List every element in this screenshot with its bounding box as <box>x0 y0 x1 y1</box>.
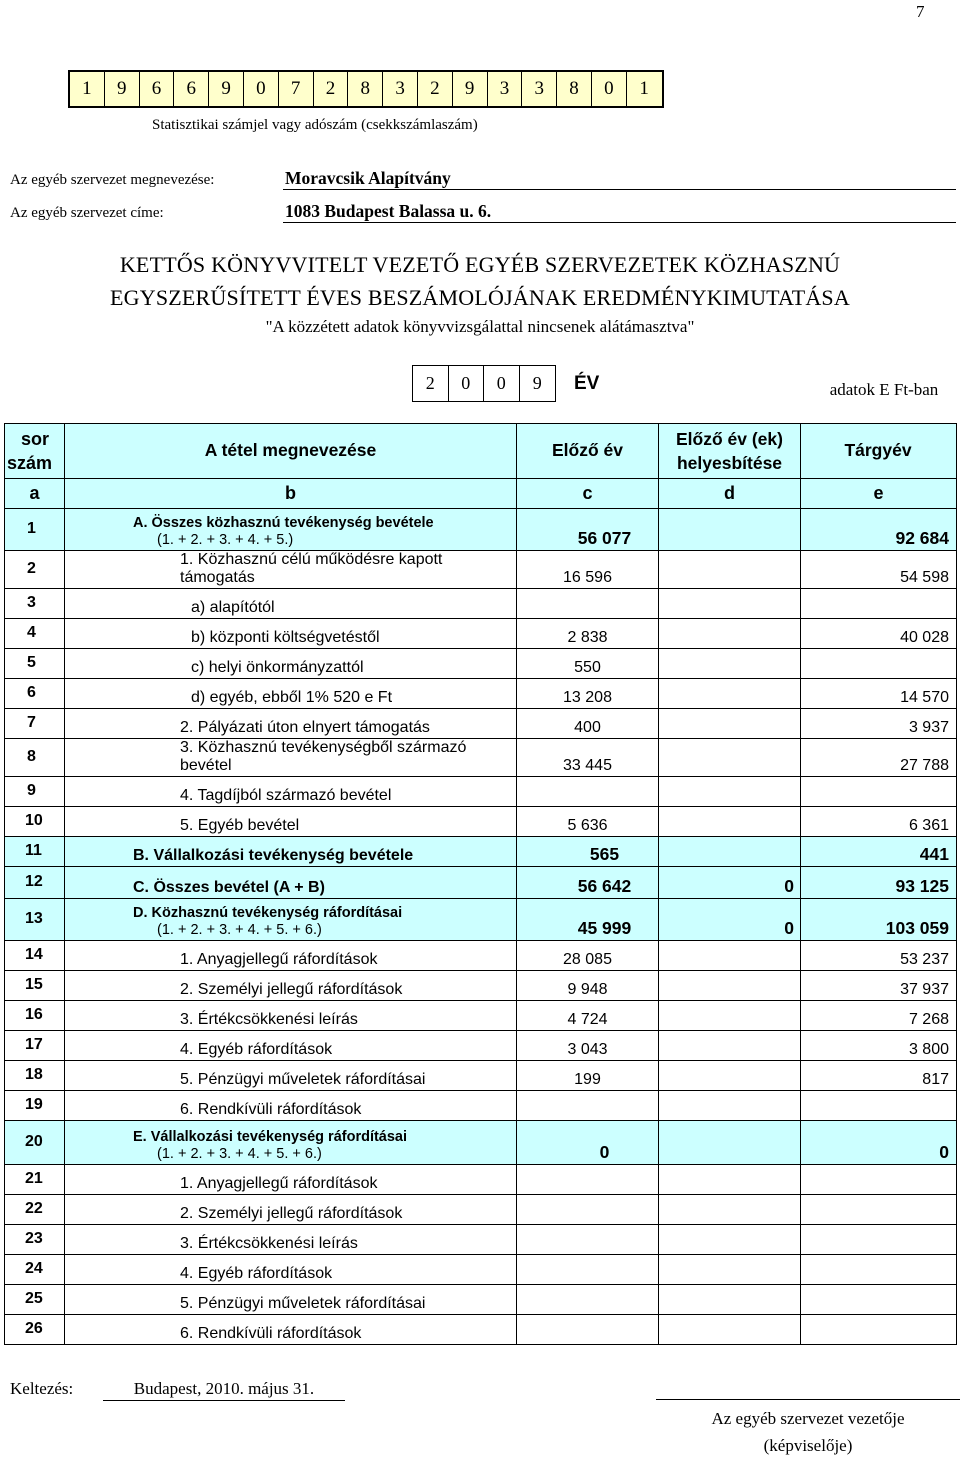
row-number: 15 <box>5 971 65 1001</box>
correction-value <box>659 837 801 867</box>
correction-value <box>659 1091 801 1121</box>
row-number: 2 <box>5 551 65 589</box>
org-name-value: Moravcsik Alapítvány <box>283 168 956 190</box>
previous-year-value <box>517 1165 659 1195</box>
previous-year-value: 199 <box>517 1061 659 1091</box>
table-row <box>5 777 957 807</box>
row-number: 17 <box>5 1031 65 1061</box>
previous-year-value: 0 <box>517 1121 659 1165</box>
row-number: 10 <box>5 807 65 837</box>
year-digit: 0 <box>449 366 485 401</box>
page-number: 7 <box>916 2 925 21</box>
previous-year-value <box>517 1225 659 1255</box>
correction-value <box>659 619 801 649</box>
current-year-value: 53 237 <box>801 941 957 971</box>
tax-id-digit: 0 <box>244 72 279 106</box>
header-current-year: Tárgyév <box>801 424 957 479</box>
row-label: 4. Egyéb ráfordítások <box>65 1031 517 1061</box>
current-year-value: 3 937 <box>801 709 957 739</box>
report-title-line1: KETTŐS KÖNYVVITELT VEZETŐ EGYÉB SZERVEZETEK KÖZHASZNÚ <box>119 252 841 277</box>
table-row <box>5 1315 957 1345</box>
tax-id-digit: 9 <box>209 72 244 106</box>
header-row-number-line1: sor <box>21 428 50 449</box>
correction-value <box>659 1315 801 1345</box>
table-row <box>5 807 957 837</box>
org-name-label: Az egyéb szervezet megnevezése: <box>10 172 215 188</box>
previous-year-value: 28 085 <box>517 941 659 971</box>
correction-value <box>659 971 801 1001</box>
current-year-value <box>801 1091 957 1121</box>
correction-value <box>659 1165 801 1195</box>
correction-value <box>659 649 801 679</box>
previous-year-value: 56 077 <box>517 509 659 551</box>
row-label: 1. Anyagjellegű ráfordítások <box>65 941 517 971</box>
org-address-label: Az egyéb szervezet címe: <box>10 205 164 221</box>
previous-year-value: 2 838 <box>517 619 659 649</box>
previous-year-value <box>517 1195 659 1225</box>
tax-id-digit: 9 <box>453 72 488 106</box>
previous-year-value <box>517 1315 659 1345</box>
previous-year-value: 400 <box>517 709 659 739</box>
table-row <box>5 1091 957 1121</box>
current-year-value: 93 125 <box>801 867 957 899</box>
tax-id-digit: 3 <box>488 72 523 106</box>
tax-id-digit: 8 <box>348 72 383 106</box>
table-row <box>5 971 957 1001</box>
column-letter-c: c <box>517 479 659 509</box>
current-year-value: 817 <box>801 1061 957 1091</box>
report-subtitle: "A közzétett adatok könyvvizsgálattal nincsenek alátámasztva" <box>265 317 695 336</box>
row-label: c) helyi önkormányzattól <box>65 649 517 679</box>
date-label: Keltezés: <box>10 1379 74 1398</box>
row-number: 13 <box>5 899 65 941</box>
row-label: 1. Közhasznú célú működésre kapott támogatás <box>65 551 517 589</box>
correction-value <box>659 941 801 971</box>
correction-value <box>659 739 801 777</box>
row-number: 23 <box>5 1225 65 1255</box>
signature-line <box>656 1399 960 1400</box>
correction-value <box>659 1121 801 1165</box>
tax-id-digit: 6 <box>174 72 209 106</box>
tax-id-digit: 1 <box>70 72 105 106</box>
correction-value <box>659 679 801 709</box>
current-year-value <box>801 1165 957 1195</box>
table-row <box>5 1195 957 1225</box>
previous-year-value <box>517 1255 659 1285</box>
table-row <box>5 649 957 679</box>
year-digit: 2 <box>413 366 449 401</box>
table-column-letters-row <box>5 479 957 509</box>
previous-year-value: 9 948 <box>517 971 659 1001</box>
previous-year-value: 45 999 <box>517 899 659 941</box>
previous-year-value: 5 636 <box>517 807 659 837</box>
signature-label-line2: (képviselője) <box>763 1436 853 1455</box>
tax-id-digit: 2 <box>314 72 349 106</box>
previous-year-value: 3 043 <box>517 1031 659 1061</box>
row-number: 26 <box>5 1315 65 1345</box>
table-row <box>5 679 957 709</box>
correction-value <box>659 509 801 551</box>
table-row <box>5 551 957 589</box>
header-correction-line2: helyesbítése <box>676 452 783 473</box>
table-row <box>5 899 957 941</box>
table-row <box>5 619 957 649</box>
previous-year-value <box>517 1285 659 1315</box>
column-letter-b: b <box>65 479 517 509</box>
year-label: ÉV <box>574 373 600 394</box>
column-letter-a: a <box>5 479 65 509</box>
correction-value <box>659 807 801 837</box>
row-label <box>65 1121 517 1165</box>
row-label: 3. Közhasznú tevékenységből származó bevétel <box>65 739 517 777</box>
header-row-number-line2: szám <box>7 452 53 473</box>
correction-value: 0 <box>659 899 801 941</box>
table-row <box>5 867 957 899</box>
row-label: C. Összes bevétel (A + B) <box>65 867 517 899</box>
row-number: 21 <box>5 1165 65 1195</box>
current-year-value <box>801 1315 957 1345</box>
current-year-value <box>801 649 957 679</box>
header-row-number <box>5 424 65 479</box>
previous-year-value <box>517 1091 659 1121</box>
current-year-value <box>801 1285 957 1315</box>
year-digit-boxes <box>412 365 556 402</box>
table-row <box>5 509 957 551</box>
table-row <box>5 1061 957 1091</box>
current-year-value: 92 684 <box>801 509 957 551</box>
current-year-value: 40 028 <box>801 619 957 649</box>
row-number: 16 <box>5 1001 65 1031</box>
tax-id-digit: 3 <box>522 72 557 106</box>
tax-id-digit: 9 <box>105 72 140 106</box>
current-year-value <box>801 589 957 619</box>
row-label: 4. Tagdíjból származó bevétel <box>65 777 517 807</box>
current-year-value <box>801 1195 957 1225</box>
table-row <box>5 837 957 867</box>
previous-year-value: 16 596 <box>517 551 659 589</box>
correction-value <box>659 1285 801 1315</box>
row-label: 3. Értékcsökkenési leírás <box>65 1225 517 1255</box>
table-row <box>5 709 957 739</box>
current-year-value: 7 268 <box>801 1001 957 1031</box>
table-row <box>5 1285 957 1315</box>
report-title-line2: EGYSZERŰSÍTETT ÉVES BESZÁMOLÓJÁNAK EREDMÉNYKIMUTATÁSA <box>110 285 850 310</box>
row-label: b) központi költségvetéstől <box>65 619 517 649</box>
current-year-value: 14 570 <box>801 679 957 709</box>
signature-label-line1: Az egyéb szervezet vezetője <box>711 1409 905 1428</box>
row-number: 22 <box>5 1195 65 1225</box>
table-row <box>5 1001 957 1031</box>
table-row <box>5 1225 957 1255</box>
tax-id-digit-boxes <box>68 70 664 108</box>
previous-year-value: 550 <box>517 649 659 679</box>
row-label: 1. Anyagjellegű ráfordítások <box>65 1165 517 1195</box>
row-number: 8 <box>5 739 65 777</box>
correction-value <box>659 1225 801 1255</box>
unit-note: adatok E Ft-ban <box>829 380 939 399</box>
table-row <box>5 1031 957 1061</box>
row-label: 5. Egyéb bevétel <box>65 807 517 837</box>
correction-value <box>659 1195 801 1225</box>
current-year-value: 37 937 <box>801 971 957 1001</box>
row-label: 4. Egyéb ráfordítások <box>65 1255 517 1285</box>
row-number: 19 <box>5 1091 65 1121</box>
tax-id-digit: 6 <box>140 72 175 106</box>
tax-id-digit: 2 <box>418 72 453 106</box>
correction-value <box>659 777 801 807</box>
correction-value <box>659 589 801 619</box>
year-digit: 0 <box>484 366 520 401</box>
tax-id-caption: Statisztikai számjel vagy adószám (csekkszámlaszám) <box>152 117 478 133</box>
correction-value: 0 <box>659 867 801 899</box>
signature-label <box>656 1405 960 1457</box>
current-year-value <box>801 777 957 807</box>
row-label <box>65 509 517 551</box>
table-row <box>5 589 957 619</box>
current-year-value: 103 059 <box>801 899 957 941</box>
date-value: Budapest, 2010. május 31. <box>103 1379 345 1401</box>
previous-year-value: 56 642 <box>517 867 659 899</box>
row-label <box>65 899 517 941</box>
tax-id-digit: 3 <box>383 72 418 106</box>
correction-value <box>659 1001 801 1031</box>
row-number: 20 <box>5 1121 65 1165</box>
header-previous-year: Előző év <box>517 424 659 479</box>
row-number: 4 <box>5 619 65 649</box>
current-year-value: 3 800 <box>801 1031 957 1061</box>
row-label-formula: (1. + 2. + 3. + 4. + 5.) <box>157 532 294 548</box>
current-year-value: 54 598 <box>801 551 957 589</box>
row-number: 18 <box>5 1061 65 1091</box>
org-address-value: 1083 Budapest Balassa u. 6. <box>283 201 956 223</box>
table-header-row <box>5 424 957 479</box>
table-row <box>5 739 957 777</box>
current-year-value <box>801 1225 957 1255</box>
current-year-value: 0 <box>801 1121 957 1165</box>
row-label: 2. Személyi jellegű ráfordítások <box>65 1195 517 1225</box>
row-label: 2. Pályázati úton elnyert támogatás <box>65 709 517 739</box>
row-label: 5. Pénzügyi műveletek ráfordításai <box>65 1285 517 1315</box>
current-year-value: 6 361 <box>801 807 957 837</box>
row-label-formula: (1. + 2. + 3. + 4. + 5. + 6.) <box>157 1146 322 1162</box>
current-year-value: 441 <box>801 837 957 867</box>
table-row <box>5 1121 957 1165</box>
current-year-value <box>801 1255 957 1285</box>
row-label: B. Vállalkozási tevékenység bevétele <box>65 837 517 867</box>
row-label-title: D. Közhasznú tevékenység ráfordításai <box>133 905 403 921</box>
previous-year-value <box>517 777 659 807</box>
correction-value <box>659 1031 801 1061</box>
row-label: a) alapítótól <box>65 589 517 619</box>
row-label: 3. Értékcsökkenési leírás <box>65 1001 517 1031</box>
previous-year-value: 4 724 <box>517 1001 659 1031</box>
row-number: 7 <box>5 709 65 739</box>
year-digit: 9 <box>532 373 542 393</box>
header-item-name: A tétel megnevezése <box>65 424 517 479</box>
previous-year-value: 33 445 <box>517 739 659 777</box>
table-row <box>5 941 957 971</box>
tax-id-digit: 7 <box>279 72 314 106</box>
row-number: 9 <box>5 777 65 807</box>
row-number: 12 <box>5 867 65 899</box>
column-letter-d: d <box>659 479 801 509</box>
income-statement-table <box>4 423 957 1345</box>
correction-value <box>659 1255 801 1285</box>
row-number: 24 <box>5 1255 65 1285</box>
row-label-title: E. Vállalkozási tevékenység ráfordításai <box>133 1129 408 1145</box>
row-number: 1 <box>5 509 65 551</box>
current-year-value: 27 788 <box>801 739 957 777</box>
row-label: d) egyéb, ebből 1% 520 e Ft <box>65 679 517 709</box>
row-label: 2. Személyi jellegű ráfordítások <box>65 971 517 1001</box>
row-number: 11 <box>5 837 65 867</box>
row-label-title: A. Összes közhasznú tevékenység bevétele <box>133 515 434 531</box>
previous-year-value: 13 208 <box>517 679 659 709</box>
tax-id-digit: 1 <box>639 78 649 99</box>
tax-id-digit: 0 <box>592 72 627 106</box>
previous-year-value <box>517 589 659 619</box>
header-correction-line1: Előző év (ek) <box>676 428 783 449</box>
row-label-formula: (1. + 2. + 3. + 4. + 5. + 6.) <box>157 922 322 938</box>
table-row <box>5 1255 957 1285</box>
header-previous-year-correction <box>659 424 801 479</box>
correction-value <box>659 709 801 739</box>
table-row <box>5 1165 957 1195</box>
correction-value <box>659 1061 801 1091</box>
correction-value <box>659 551 801 589</box>
row-number: 3 <box>5 589 65 619</box>
column-letter-e: e <box>801 479 957 509</box>
row-number: 6 <box>5 679 65 709</box>
tax-id-digit: 8 <box>557 72 592 106</box>
row-label: 6. Rendkívüli ráfordítások <box>65 1091 517 1121</box>
row-label: 5. Pénzügyi műveletek ráfordításai <box>65 1061 517 1091</box>
previous-year-value: 565 <box>517 837 659 867</box>
row-number: 25 <box>5 1285 65 1315</box>
row-number: 14 <box>5 941 65 971</box>
row-label: 6. Rendkívüli ráfordítások <box>65 1315 517 1345</box>
row-number: 5 <box>5 649 65 679</box>
